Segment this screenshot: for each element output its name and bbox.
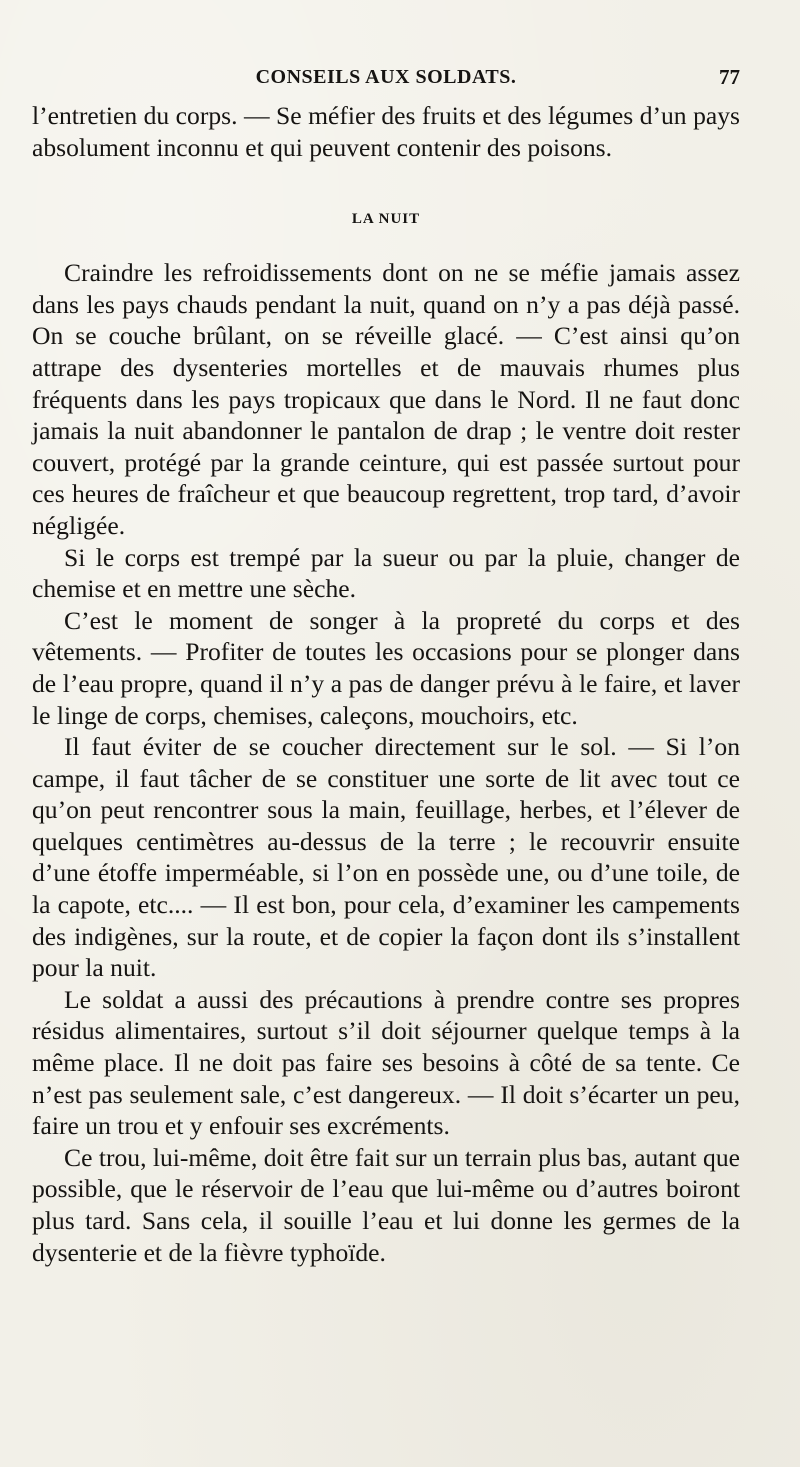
paragraph-6: Ce trou, lui-même, doit être fait sur un terrain plus bas, autant que possible, que le réservoir de l’eau que lui-même ou d’autres boiront plus tard. Sans cela, il souille l’eau et lui donne les germes de la dysenterie et de la fièvre typhoïde. bbox=[32, 1142, 740, 1267]
running-head: CONSEILS AUX SOLDATS. bbox=[255, 66, 517, 88]
page-header bbox=[32, 60, 740, 94]
paragraph-1: Craindre les refroidissements dont on ne se méfie jamais assez dans les pays chauds pendant la nuit, quand on n’y a pas déjà passé. On se couche brûlant, on se réveille glacé. — C’est ainsi qu’on attrape des dysenteries mortelles et de mauvais rhumes plus fréquents dans les pays tropicaux que dans le Nord. Il ne faut donc jamais la nuit abandonner le pantalon de drap ; le ventre doit rester couvert, protégé par la grande ceinture, qui est passée surtout pour ces heures de fraîcheur et que beaucoup regrettent, trop tard, d’avoir négligée. bbox=[32, 258, 740, 540]
page-number: 77 bbox=[719, 65, 740, 89]
paragraph-5: Le soldat a aussi des précautions à prendre contre ses propres résidus alimentaires, surtout s’il doit séjourner quelque temps à la même place. Il ne doit pas faire ses besoins à côté de sa tente. Ce n’est pas seulement sale, c’est dangereux. — Il doit s’écarter un peu, faire un trou et y enfouir ses excréments. bbox=[32, 984, 740, 1141]
paragraph-4: Il faut éviter de se coucher directement sur le sol. — Si l’on campe, il faut tâcher de se constituer une sorte de lit avec tout ce qu’on peut rencontrer sous la main, feuillage, herbes, et l’élever de quelques centimètres au-dessus de la terre ; le recouvrir ensuite d’une étoffe imperméable, si l’on en possède une, ou d’une toile, de la capote, etc.... — Il est bon, pour cela, d’examiner les campements des indigènes, sur la route, et de copier la façon dont ils s’installent pour la nuit. bbox=[32, 732, 740, 983]
paragraph-2: Si le corps est trempé par la sueur ou par la pluie, changer de chemise et en mettre une sèche. bbox=[32, 542, 740, 604]
section-title: LA NUIT bbox=[351, 211, 421, 228]
body-text bbox=[32, 100, 740, 1268]
paragraph-3: C’est le moment de songer à la propreté du corps et des vêtements. — Profiter de toutes les occasions pour se plonger dans de l’eau propre, quand il n’y a pas de danger prévu à le faire, et laver le linge de corps, chemises, caleçons, mouchoirs, etc. bbox=[32, 605, 740, 730]
intro-paragraph: l’entretien du corps. — Se méfier des fruits et des légumes d’un pays absolument inconnu et qui peuvent contenir des poisons. bbox=[32, 101, 740, 162]
